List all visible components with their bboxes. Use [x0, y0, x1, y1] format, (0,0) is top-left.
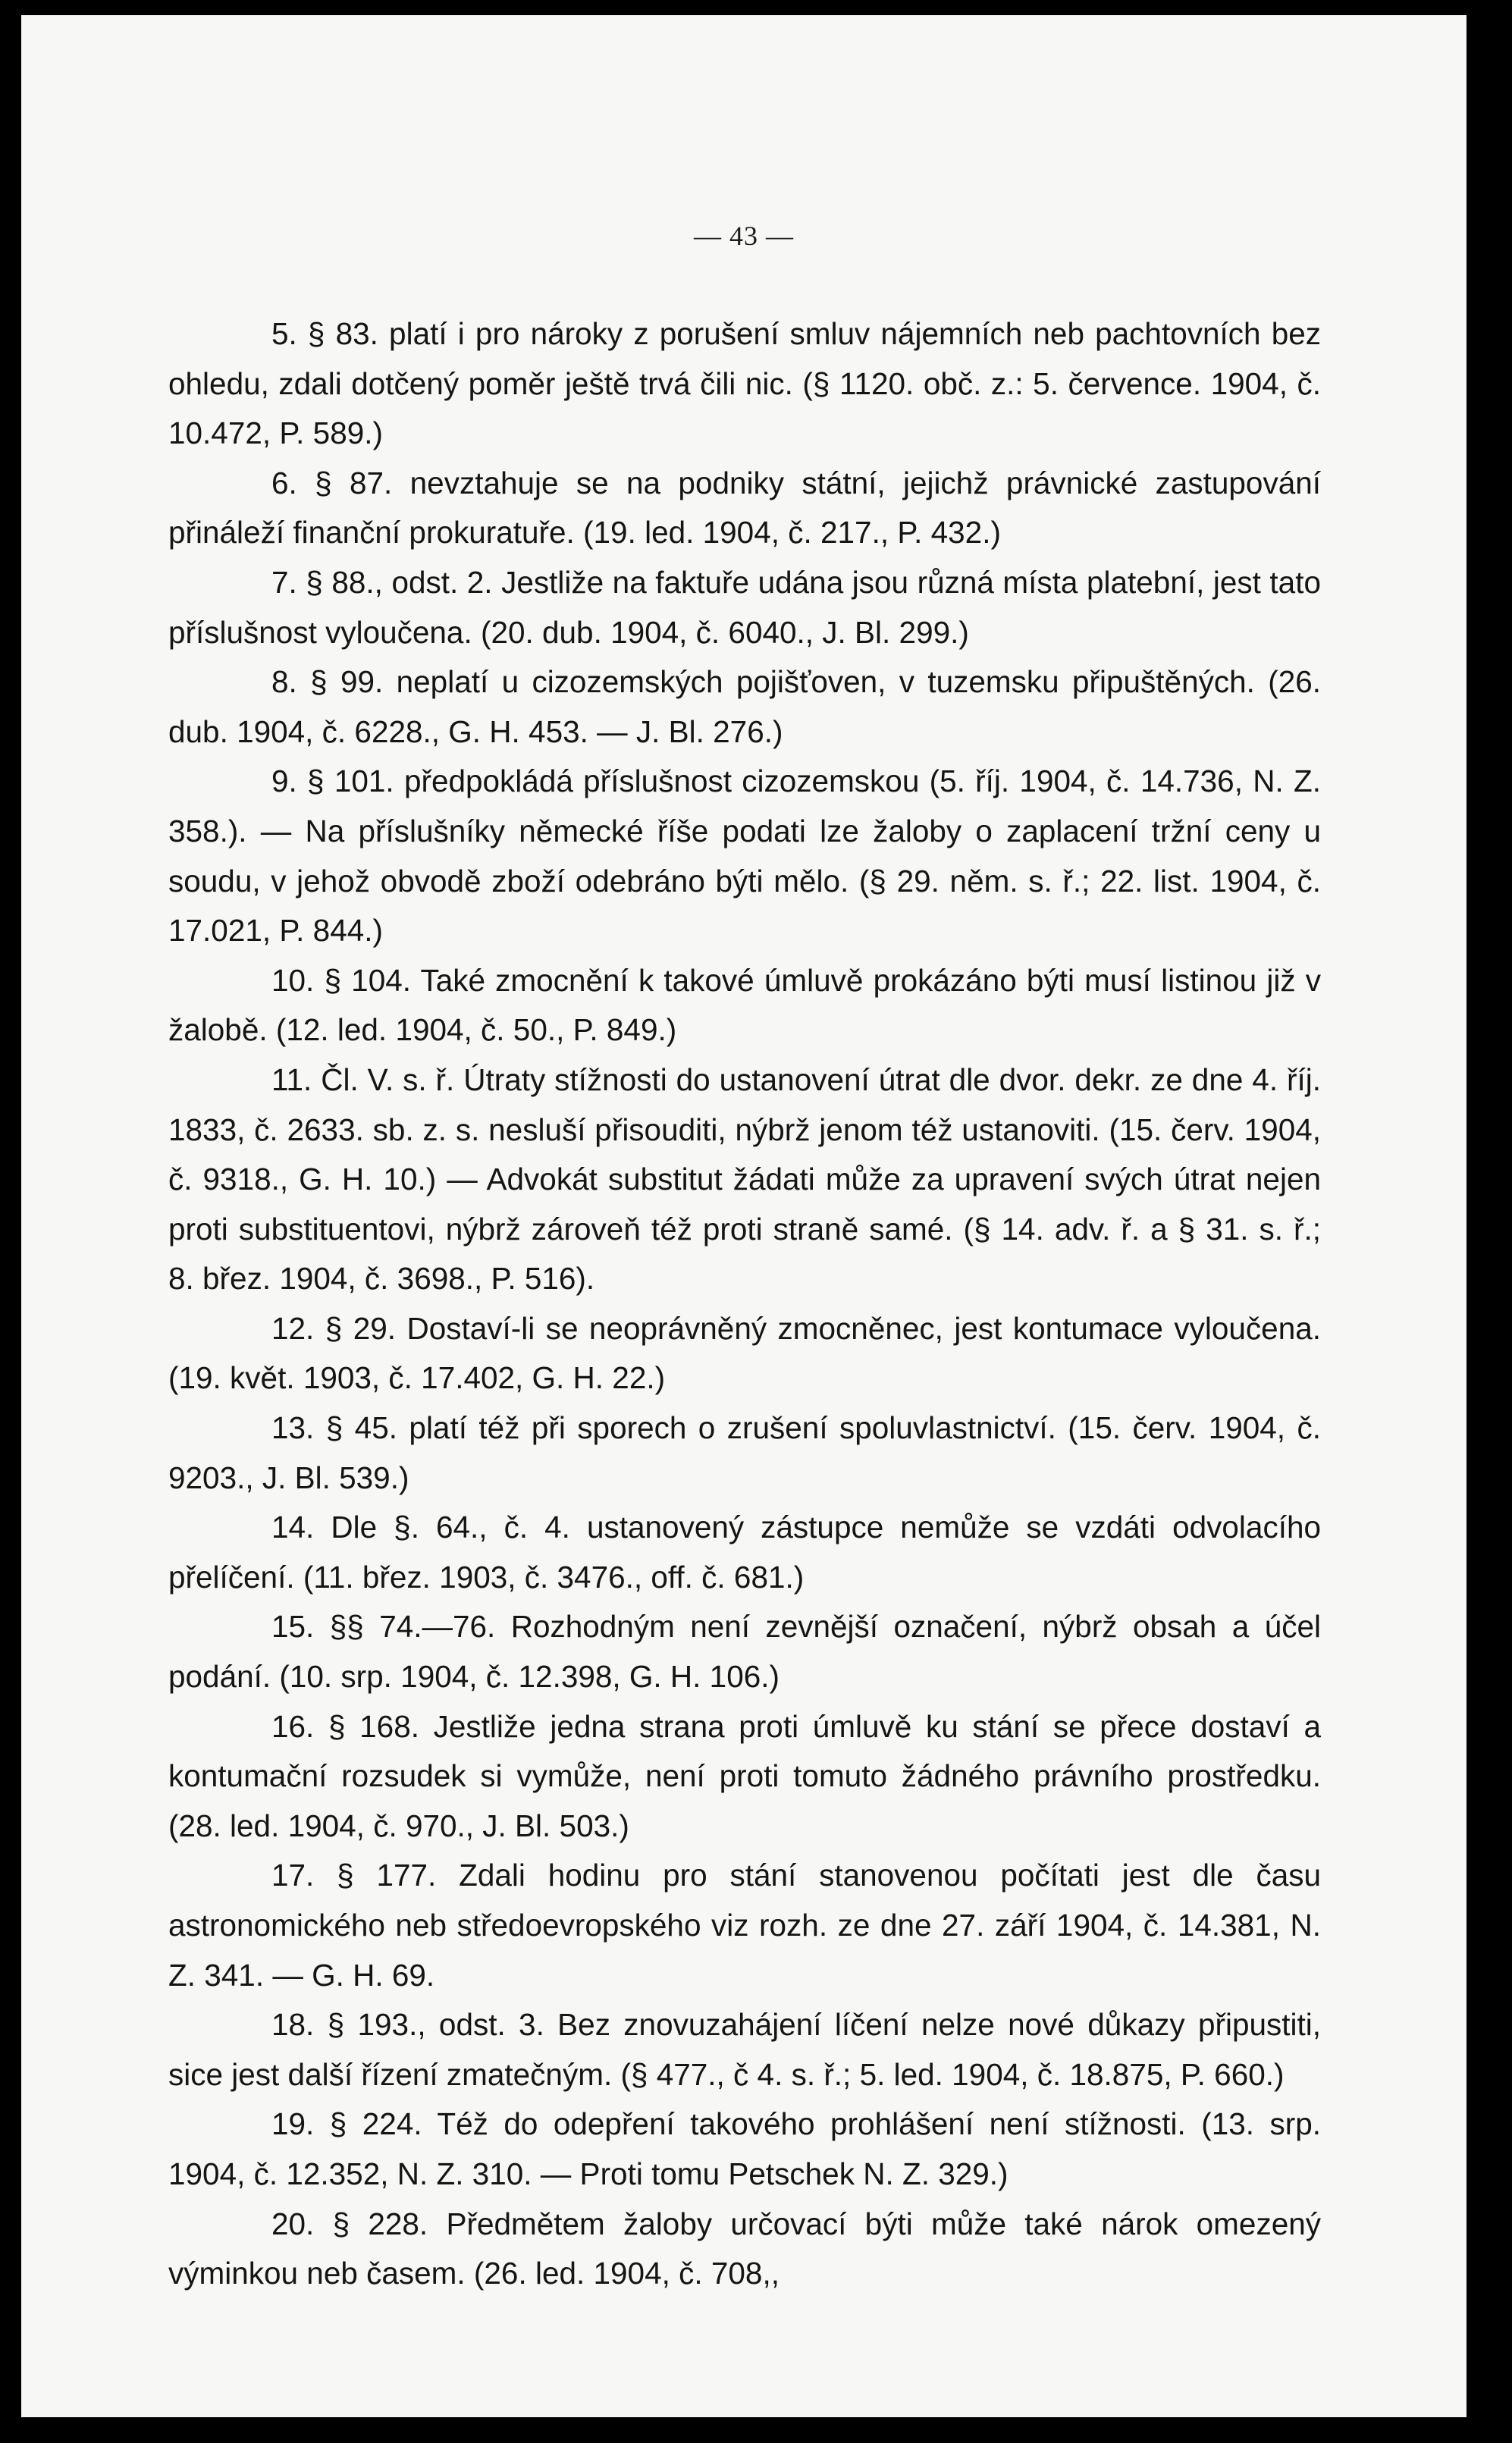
decision-entry-17: 17. § 177. Zdali hodinu pro stání stanovenou počítati jest dle času astronomického neb středoevropského viz rozh. ze dne 27. září 1904, č. 14.381, N. Z. 341. — G. H. 69.: [168, 1858, 1321, 1993]
decision-entry-11: 11. Čl. V. s. ř. Útraty stížnosti do ustanovení útrat dle dvor. dekr. ze dne 4. říj. 1833, č. 2633. sb. z. s. nesluší přisouditi, nýbrž jenom též ustanoviti. (15. červ. 1904, č. 9318., G. H. 10.) — Advokát substitut žádati může za upravení svých útrat nejen proti substituentovi, nýbrž zároveň též proti straně samé. (§ 14. adv. ř. a § 31. s. ř.; 8. břez. 1904, č. 3698., P. 516).: [168, 1062, 1321, 1297]
decisions-list: [168, 309, 1321, 2299]
decision-entry-19: 19. § 224. Též do odepření takového prohlášení není stížnosti. (13. srp. 1904, č. 12.352, N. Z. 310. — Proti tomu Petschek N. Z. 329.): [168, 2106, 1321, 2191]
page-number: — 43 —: [694, 221, 794, 251]
decision-entry-20: 20. § 228. Předmětem žaloby určovací býti může také nárok omezený výminkou neb časem. (26. led. 1904, č. 708,,: [168, 2206, 1321, 2291]
decision-entry-16: 16. § 168. Jestliže jedna strana proti úmluvě ku stání se přece dostaví a kontumační rozsudek si vymůže, není proti tomuto žádného právního prostředku. (28. led. 1904, č. 970., J. Bl. 503.): [168, 1708, 1321, 1843]
decision-entry-10: 10. § 104. Také zmocnění k takové úmluvě prokázáno býti musí listinou již v žalobě. (12. led. 1904, č. 50., P. 849.): [168, 962, 1321, 1048]
decision-entry-18: 18. § 193., odst. 3. Bez znovuzahájení líčení nelze nové důkazy připustiti, sice jest další řízení zmatečným. (§ 477., č 4. s. ř.; 5. led. 1904, č. 18.875, P. 660.): [168, 2007, 1321, 2092]
decision-entry-8: 8. § 99. neplatí u cizozemských pojišťoven, v tuzemsku připuštěných. (26. dub. 1904, č. 6228., G. H. 453. — J. Bl. 276.): [168, 664, 1321, 749]
decision-entry-13: 13. § 45. platí též při sporech o zrušení spoluvlastnictví. (15. červ. 1904, č. 9203., J. Bl. 539.): [168, 1410, 1321, 1495]
decision-entry-14: 14. Dle §. 64., č. 4. ustanovený zástupce nemůže se vzdáti odvolacího přelíčení. (11. břez. 1903, č. 3476., off. č. 681.): [168, 1510, 1321, 1595]
decision-entry-6: 6. § 87. nevztahuje se na podniky státní, jejichž právnické zastupování přináleží finanční prokuratuře. (19. led. 1904, č. 217., P. 432.): [168, 465, 1321, 550]
decision-entry-5: 5. § 83. platí i pro nároky z porušení smluv nájemních neb pachtovních bez ohledu, zdali dotčený poměr ještě trvá čili nic. (§ 1120. obč. z.: 5. července. 1904, č. 10.472, P. 589.): [168, 316, 1321, 451]
scanned-page: [21, 15, 1467, 2417]
decision-entry-12: 12. § 29. Dostaví-li se neoprávněný zmocněnec, jest kontumace vyloučena. (19. květ. 1903, č. 17.402, G. H. 22.): [168, 1310, 1321, 1396]
decision-entry-15: 15. §§ 74.—76. Rozhodným není zevnější označení, nýbrž obsah a účel podání. (10. srp. 1904, č. 12.398, G. H. 106.): [168, 1609, 1321, 1695]
decision-entry-7: 7. § 88., odst. 2. Jestliže na faktuře udána jsou různá místa platební, jest tato příslušnost vyloučena. (20. dub. 1904, č. 6040., J. Bl. 299.): [168, 564, 1321, 650]
decision-entry-9: 9. § 101. předpokládá příslušnost cizozemskou (5. říj. 1904, č. 14.736, N. Z. 358.). — Na příslušníky německé říše podati lze žaloby o zaplacení tržní ceny u soudu, v jehož obvodě zboží odebráno býti mělo. (§ 29. něm. s. ř.; 22. list. 1904, č. 17.021, P. 844.): [168, 764, 1321, 949]
